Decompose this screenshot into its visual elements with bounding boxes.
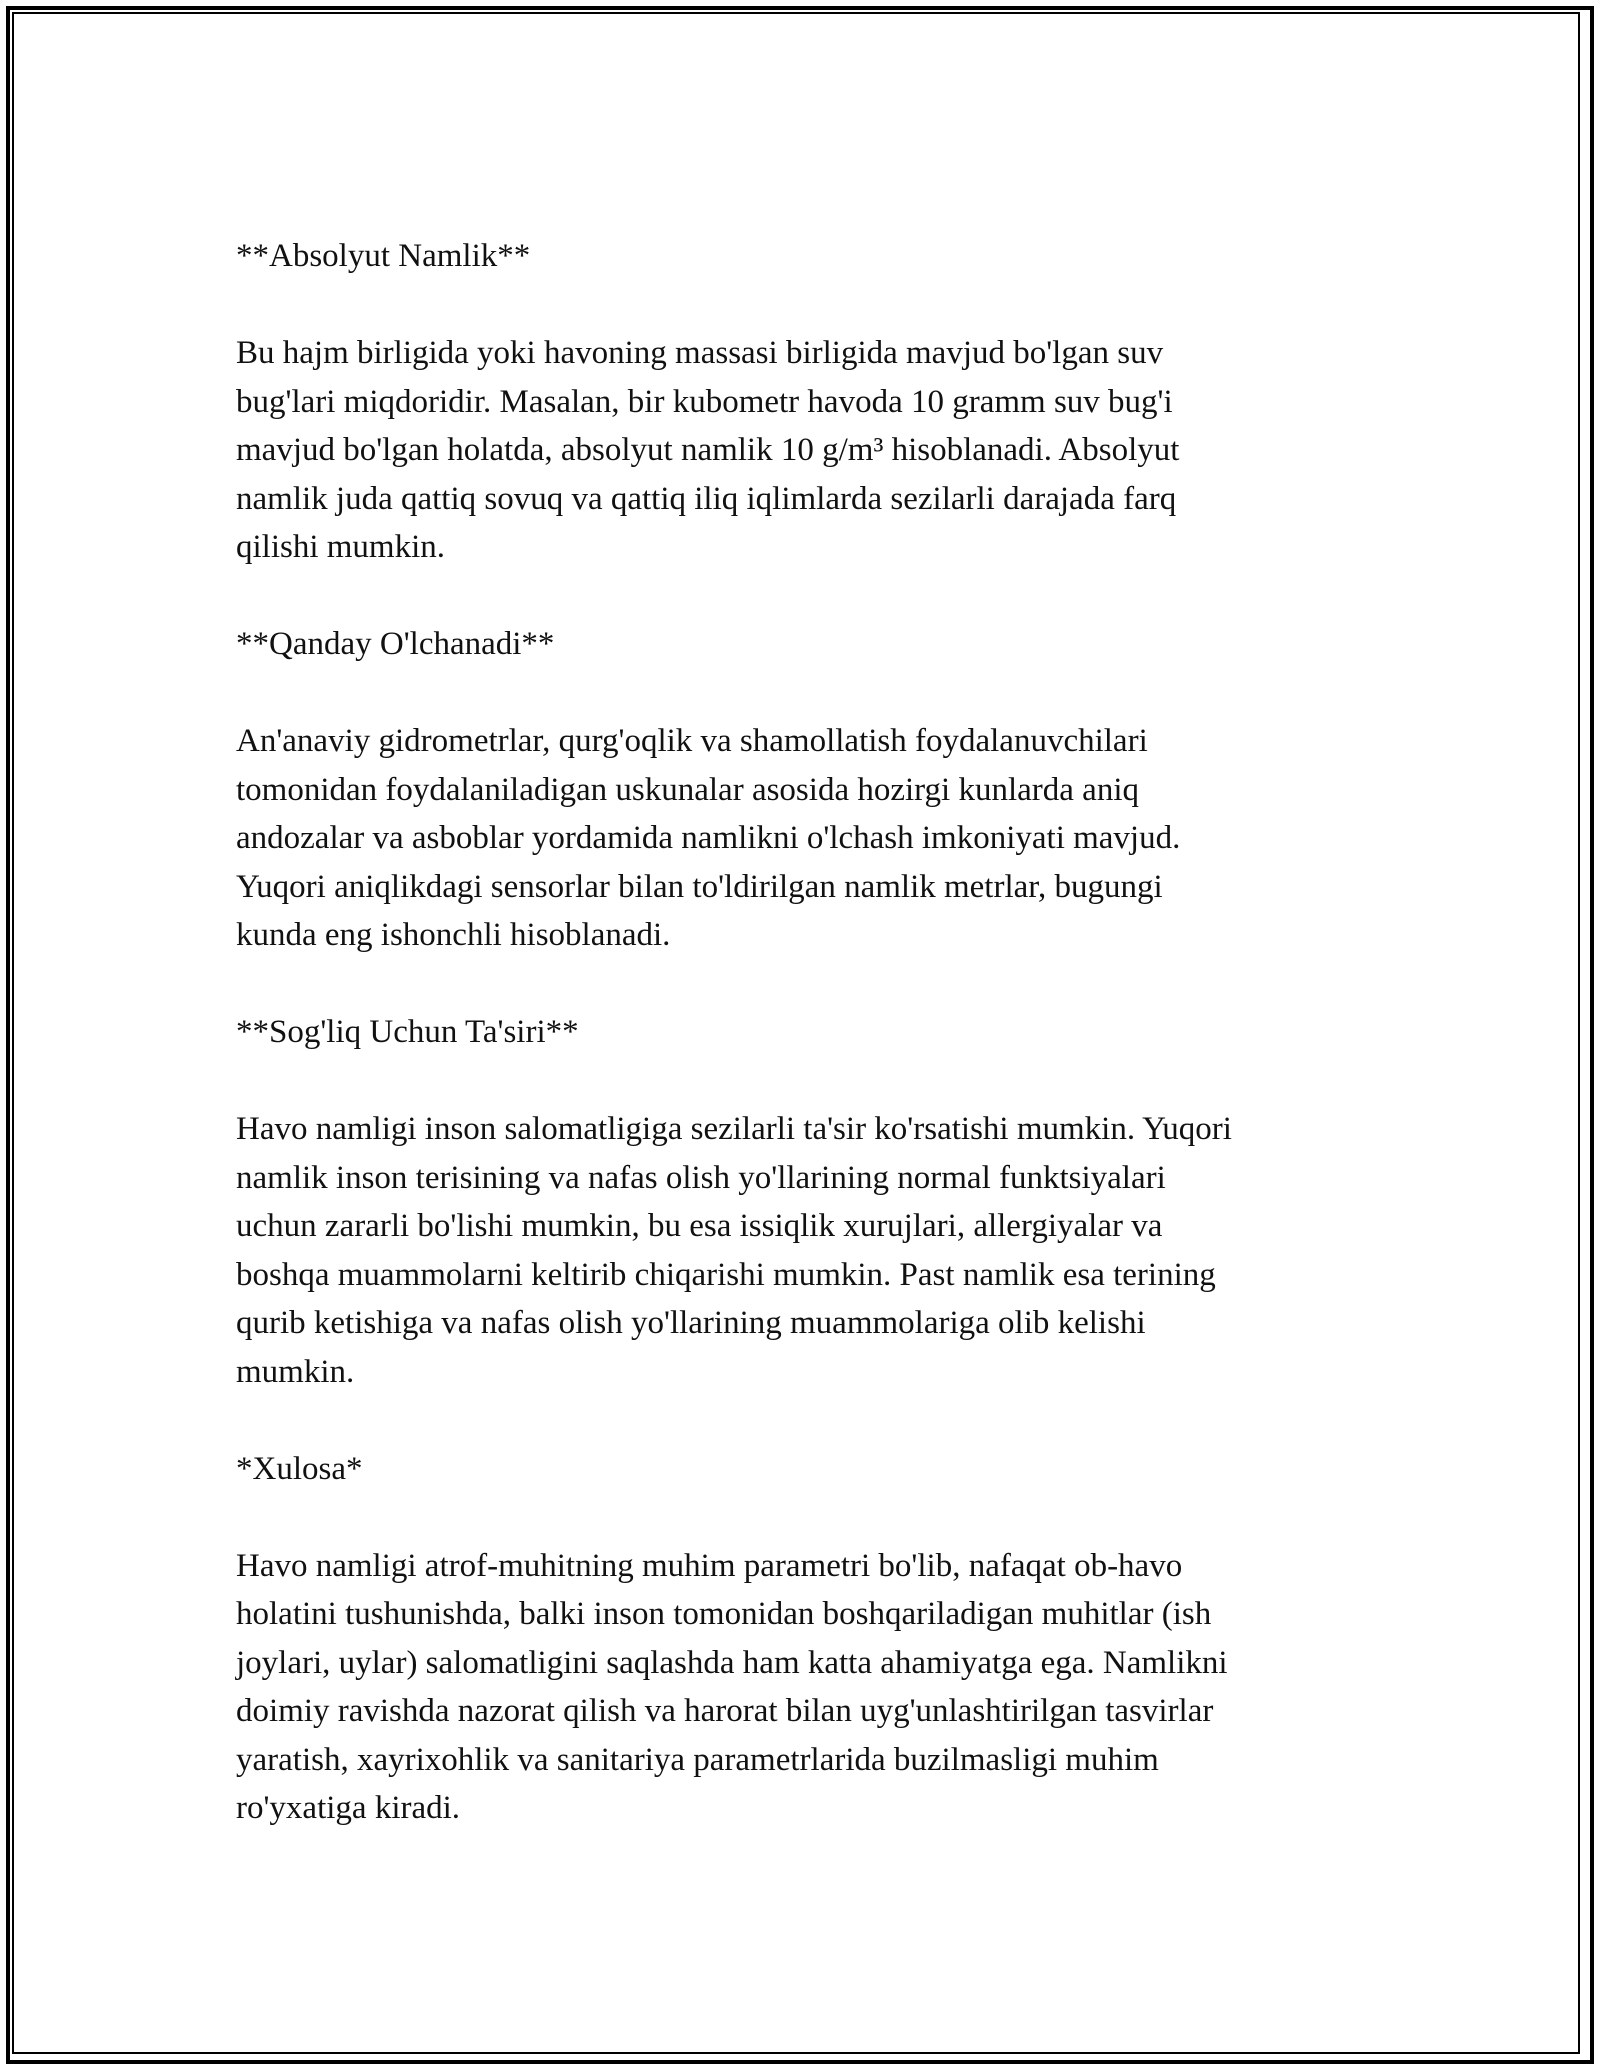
section-paragraph xyxy=(236,1542,1366,1833)
paragraph-line: tomonidan foydalaniladigan uskunalar asosida hozirgi kunlarda aniq xyxy=(236,771,1139,808)
paragraph-line: andozalar va asboblar yordamida namlikni o'lchash imkoniyati mavjud. xyxy=(236,820,1181,856)
paragraph-line: Yuqori aniqlikdagi sensorlar bilan to'ldirilgan namlik metrlar, bugungi xyxy=(236,868,1163,905)
paragraph-line: namlik juda qattiq sovuq va qattiq iliq iqlimlarda sezilarli darajada farq xyxy=(236,480,1177,517)
paragraph-line: bug'lari miqdoridir. Masalan, bir kubometr havoda 10 gramm suv bug'i xyxy=(236,383,1173,420)
section-paragraph xyxy=(236,1105,1366,1396)
section-xulosa xyxy=(236,1445,1366,1833)
paragraph-line: uchun zararli bo'lishi mumkin, bu esa issiqlik xurujlari, allergiyalar va xyxy=(236,1208,1163,1244)
paragraph-line: namlik inson terisining va nafas olish yo'llarining normal funktsiyalari xyxy=(236,1159,1166,1196)
paragraph-line: holatini tushunishda, balki inson tomonidan boshqariladigan muhitlar (ish xyxy=(236,1596,1212,1632)
paragraph-line: ro'yxatiga kiradi. xyxy=(236,1790,461,1826)
paragraph-line: An'anaviy gidrometrlar, qurg'oqlik va shamollatish foydalanuvchilari xyxy=(236,723,1148,759)
spacer xyxy=(236,960,1366,1009)
section-paragraph xyxy=(236,329,1366,572)
paragraph-line: mavjud bo'lgan holatda, absolyut namlik 10 g/m³ hisoblanadi. Absolyut xyxy=(236,432,1180,468)
paragraph-line: Bu hajm birligida yoki havoning massasi birligida mavjud bo'lgan suv xyxy=(236,335,1164,371)
paragraph-line: doimiy ravishda nazorat qilish va harorat bilan uyg'unlashtirilgan tasvirlar xyxy=(236,1693,1214,1729)
spacer xyxy=(236,669,1366,718)
spacer xyxy=(236,281,1366,330)
spacer xyxy=(236,1493,1366,1542)
document-body xyxy=(236,232,1366,1833)
section-qanday-olchanadi xyxy=(236,620,1366,960)
section-heading: **Qanday O'lchanadi** xyxy=(236,626,555,662)
paragraph-line: qilishi mumkin. xyxy=(236,529,446,565)
paragraph-line: Havo namligi atrof-muhitning muhim parametri bo'lib, nafaqat ob-havo xyxy=(236,1547,1183,1584)
paragraph-line: qurib ketishiga va nafas olish yo'llarining muammolariga olib kelishi xyxy=(236,1305,1146,1341)
section-heading: **Absolyut Namlik** xyxy=(236,238,531,274)
paragraph-line: mumkin. xyxy=(236,1353,355,1390)
spacer xyxy=(236,1057,1366,1106)
section-paragraph xyxy=(236,717,1366,960)
section-heading: *Xulosa* xyxy=(236,1450,363,1487)
section-sogliq-uchun-tasiri xyxy=(236,1008,1366,1396)
paragraph-line: joylari, uylar) salomatligini saqlashda ham katta ahamiyatga ega. Namlikni xyxy=(236,1644,1228,1681)
section-absolyut-namlik xyxy=(236,232,1366,572)
paragraph-line: Havo namligi inson salomatligiga sezilarli ta'sir ko'rsatishi mumkin. Yuqori xyxy=(236,1111,1232,1147)
paragraph-line: boshqa muammolarni keltirib chiqarishi mumkin. Past namlik esa terining xyxy=(236,1256,1216,1293)
spacer xyxy=(236,572,1366,621)
paragraph-line: kunda eng ishonchli hisoblanadi. xyxy=(236,917,671,953)
paragraph-line: yaratish, xayrixohlik va sanitariya parametrlarida buzilmasligi muhim xyxy=(236,1741,1159,1778)
section-heading: **Sog'liq Uchun Ta'siri** xyxy=(236,1014,579,1050)
spacer xyxy=(236,1396,1366,1445)
